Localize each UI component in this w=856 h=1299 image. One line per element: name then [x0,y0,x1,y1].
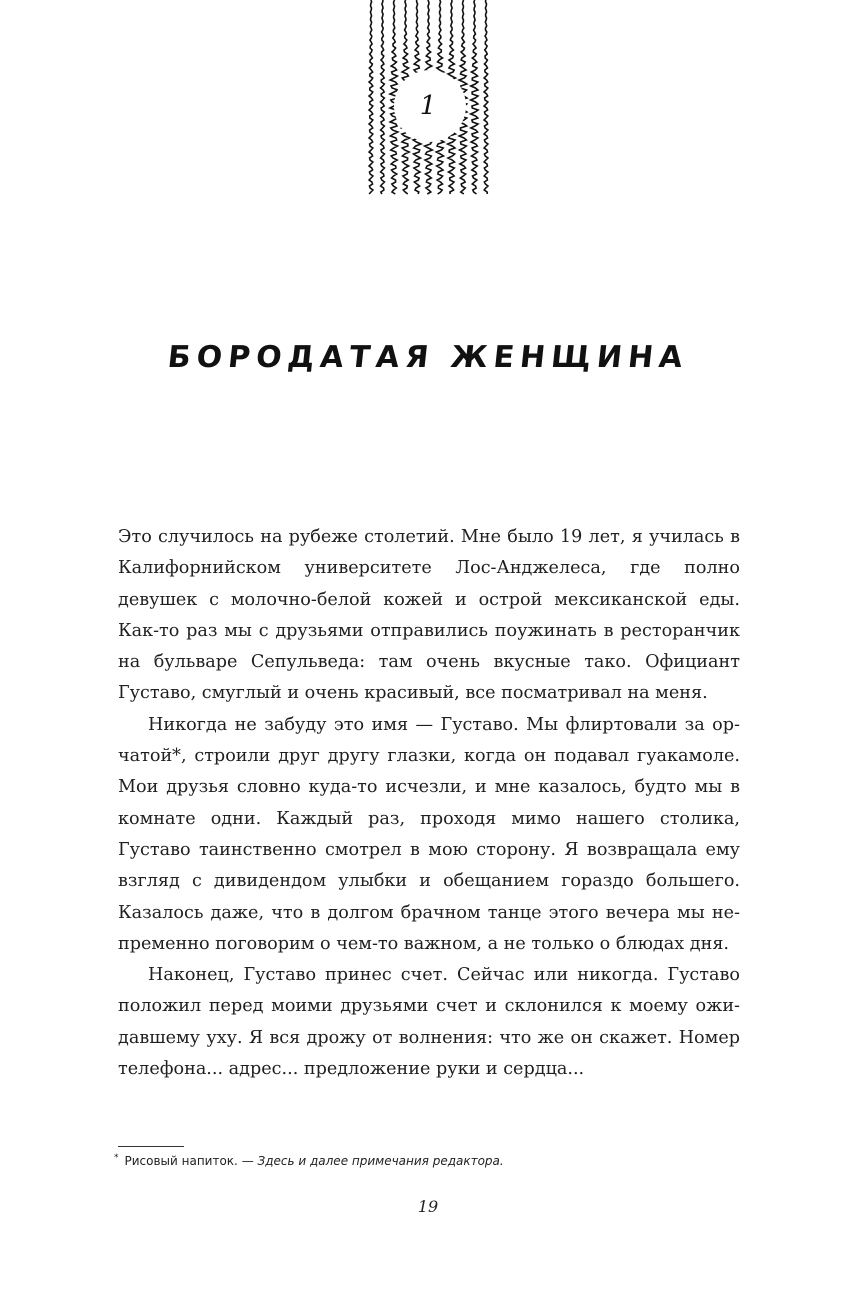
paragraph: Это случилось на рубеже столетий. Мне было 19 лет, я училась в Калифорнийском университете Лос-Анджелеса, где полно девушек с молочно-белой кожей и острой мексиканской еды. Как-то раз мы с друзьями отправились поужинать в ресторанчик на бульваре Сепульведа: там очень вкусные тако. Официант Густаво, смуглый и очень красивый, все посматривал на меня. [118,527,740,704]
wavy-line [484,0,488,194]
paragraph: Никогда не забуду это имя — Густаво. Мы флиртовали за орчатой*, строили друг другу глазки, когда он подавал гуакамоле. Мои друзья словно куда-то исчезли, и мне казалось, будто мы в комнате одни. Каждый раз, проходя мимо нашего столика, Густаво таинственно смотрел в мою сторону. Я возвращала ему взгляд с дивидендом улыбки и обещанием гораздо большего. Казалось даже, что в долгом брачном танце этого вечера мы непременно поговорим о чем-то важном, а не только о блюдах дня. [118,714,740,954]
body-text [118,522,740,1085]
wavy-line [369,0,373,194]
wavy-line [381,0,385,194]
paragraph: Наконец, Густаво принес счет. Сейчас или никогда. Густаво положил перед моими друзьями счет и склонился к моему ожидавшему уху. Я вся дрожу от волнения: что же он скажет. Номер телефона... адрес... предложение руки и сердца... [118,965,740,1080]
footnote-marker: * [114,1153,119,1163]
wavy-line [471,0,478,194]
chapter-title: БОРОДАТАЯ ЖЕНЩИНА [165,340,691,375]
footnote-text: Рисовый напиток. — [124,1154,254,1168]
page-number: 19 [417,1197,439,1216]
chapter-number: 1 [419,91,437,121]
footnote [114,1153,754,1168]
footnote-divider [118,1146,184,1147]
footnote-editor-note: Здесь и далее примечания редактора. [257,1154,504,1168]
